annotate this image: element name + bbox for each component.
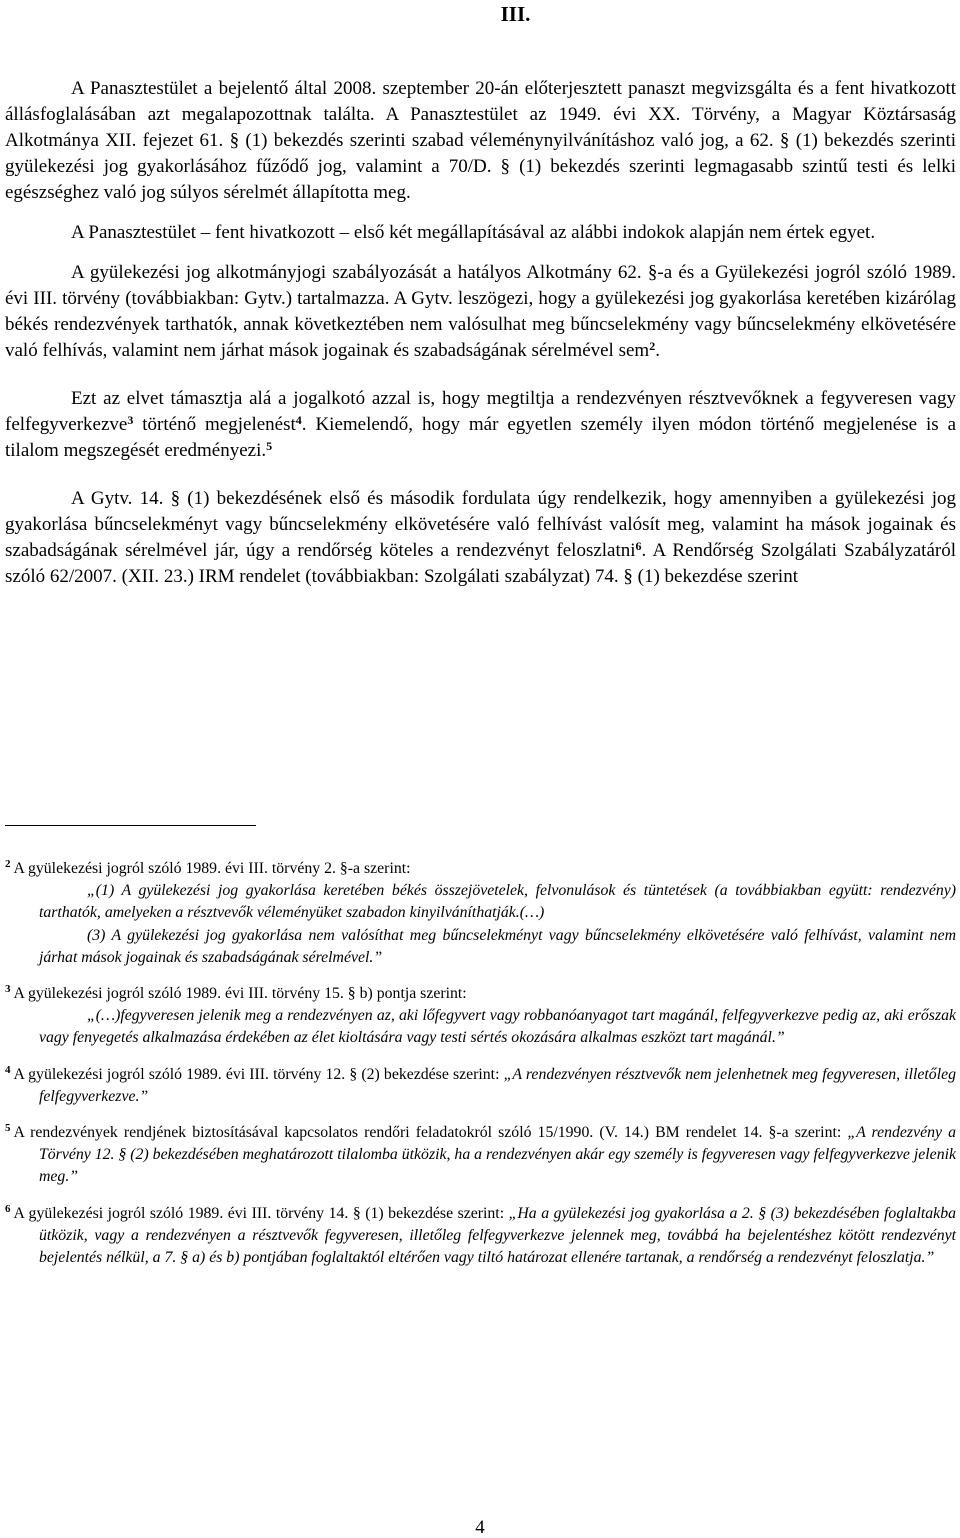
footnote-3-lead: A gyülekezési jogról szóló 1989. évi III. törvény 15. § b) pontja szerint:: [13, 985, 467, 1003]
footnote-ref-5[interactable]: 5: [266, 439, 273, 453]
footnote-divider: [5, 825, 256, 826]
paragraph-5-text-b: . A Rendőrség Szolgálati Szabályzatáról szóló 62/2007. (XII. 23.) IRM rendelet (továbbiakban: Szolgálati szabályzat) 74. § (1) bekezdése szerint: [5, 540, 956, 587]
footnote-6-quote: „Ha a gyülekezési jog gyakorlása a 2. § (3) bekezdésében foglaltakba ütközik, vagy a rendezvényen a résztvevők fegyveresen, illetőleg felfegyverkezve jelennek meg, továbbá ha bejelentéshez kötött rendezvényt bejelentés nélkül, a 7. § a) és b) pontjában foglaltaktól eltérően vagy tiltó határozat ellenére tartanak, a rendőrség a rendezvényt feloszlatja.”: [39, 1204, 956, 1267]
paragraph-5: [5, 486, 956, 590]
footnote-ref-2[interactable]: 2: [649, 339, 656, 353]
footnote-2: [5, 858, 956, 969]
footnote-3: [5, 983, 956, 1050]
footnote-2-quote-1: „(1) A gyülekezési jog gyakorlása keretében békés összejövetelek, felvonulások és tüntetések (a továbbiakban együtt: rendezvény) tarthatók, amelyeken a résztvevők véleményüket szabadon kinyilváníthatják.(…): [39, 882, 956, 922]
paragraph-4-text-b: történő megjelenést: [133, 414, 296, 435]
footnote-5: [5, 1122, 956, 1189]
paragraph-4: [5, 386, 956, 464]
footnote-4-quote: „A rendezvényen résztvevők nem jelenhetnek meg fegyveresen, illetőleg felfegyverkezve.”: [39, 1065, 957, 1105]
footnote-5-quote: „A rendezvény a Törvény 12. § (2) bekezdésében meghatározott tilalomba ütközik, ha a rendezvényen akár egy személy is fegyveresen vagy felfegyverkezve jelenik meg.”: [39, 1124, 956, 1186]
footnote-4-number: 4: [5, 1063, 11, 1076]
paragraph-5-text-a: A Gytv. 14. § (1) bekezdésének első és második fordulata úgy rendelkezik, hogy amennyiben a gyülekezési jog gyakorlása bűncselekményt vagy bűncselekmény elkövetésére való felhívást valósít meg, valamint ha mások jogainak és szabadságának sérelmével jár, úgy a rendőrség köteles a rendezvényt feloszlatni: [5, 488, 956, 561]
footnote-2-quote-2: (3) A gyülekezési jog gyakorlása nem valósíthat meg bűncselekményt vagy bűncselekmény elkövetésére való felhívást, valamint nem járhat mások jogainak és szabadságának sérelmével.”: [39, 926, 956, 966]
footnote-6-lead: A gyülekezési jogról szóló 1989. évi III. törvény 14. § (1) bekezdése szerint:: [13, 1204, 509, 1222]
paragraph-3: [5, 260, 956, 364]
footnote-5-number: 5: [5, 1122, 11, 1135]
page-number: 4: [475, 1517, 485, 1538]
footnotes: [5, 858, 956, 1283]
footnote-6: [5, 1203, 956, 1270]
paragraph-4-text-c: . Kiemelendő, hogy már egyetlen személy ilyen módon történő megjelenése is a tilalom megszegését eredményezi.: [5, 414, 956, 461]
footnote-5-lead: A rendezvények rendjének biztosításával kapcsolatos rendőri feladatokról szóló 15/1990. (V. 14.) BM rendelet 14. §-a szerint:: [13, 1124, 848, 1142]
footnote-ref-4[interactable]: 4: [295, 413, 302, 427]
footnote-ref-3[interactable]: 3: [127, 413, 134, 427]
footnote-2-lead: A gyülekezési jogról szóló 1989. évi III. törvény 2. §-a szerint:: [13, 860, 411, 877]
paragraph-3-text: A gyülekezési jog alkotmányjogi szabályozását a hatályos Alkotmány 62. §-a és a Gyülekezési jogról szóló 1989. évi III. törvény (továbbiakban: Gytv.) tartalmazza. A Gytv. leszögezi, hogy a gyülekezési jog gyakorlása keretében kizárólag békés rendezvények tarthatók, annak következtében nem valósulhat meg bűncselekmény vagy bűncselekmény elkövetésére való felhívás, valamint nem járhat mások jogainak és szabadságának sérelmével sem: [5, 262, 956, 361]
paragraph-4-text-a: Ezt az elvet támasztja alá a jogalkotó azzal is, hogy megtiltja a rendezvényen résztvevőknek a fegyveresen vagy felfegyverkezve: [5, 388, 956, 435]
paragraph-1: A Panasztestület a bejelentő által 2008. szeptember 20-án előterjesztett panaszt megvizsgálta és a fent hivatkozott állásfoglalásában azt megalapozottnak találta. A Panasztestület az 1949. évi XX. Törvény, a Magyar Köztársaság Alkotmánya XII. fejezet 61. § (1) bekezdés szerinti szabad véleménynyilvánításhoz való jog, a 62. § (1) bekezdés szerinti gyülekezési jog gyakorlásához fűződő jog, valamint a 70/D. § (1) bekezdés szerinti legmagasabb szintű testi és lelki egészséghez való jog súlyos sérelmét állapította meg.: [5, 78, 956, 203]
footnote-ref-6[interactable]: 6: [635, 539, 642, 553]
main-text: [5, 76, 956, 590]
page-heading: III.: [500, 2, 531, 26]
paragraph-3-end: .: [655, 340, 660, 361]
footnote-4-lead: A gyülekezési jogról szóló 1989. évi III. törvény 12. § (2) bekezdése szerint:: [13, 1065, 504, 1083]
footnote-6-number: 6: [5, 1202, 11, 1215]
paragraph-2: A Panasztestület – fent hivatkozott – első két megállapításával az alábbi indokok alapján nem értek egyet.: [71, 222, 876, 243]
footnote-3-number: 3: [5, 983, 11, 996]
footnote-2-number: 2: [5, 858, 11, 870]
footnote-4: [5, 1064, 956, 1108]
footnote-3-quote-1: „(…)fegyveresen jelenik meg a rendezvényen az, aki lőfegyvert vagy robbanóanyagot tart magánál, felfegyverkezve pedig az, aki erőszak vagy fenyegetés alkalmazása érdekében az élet kioltására vagy testi sértés okozására alkalmas eszközt tart magánál.”: [39, 1007, 956, 1047]
